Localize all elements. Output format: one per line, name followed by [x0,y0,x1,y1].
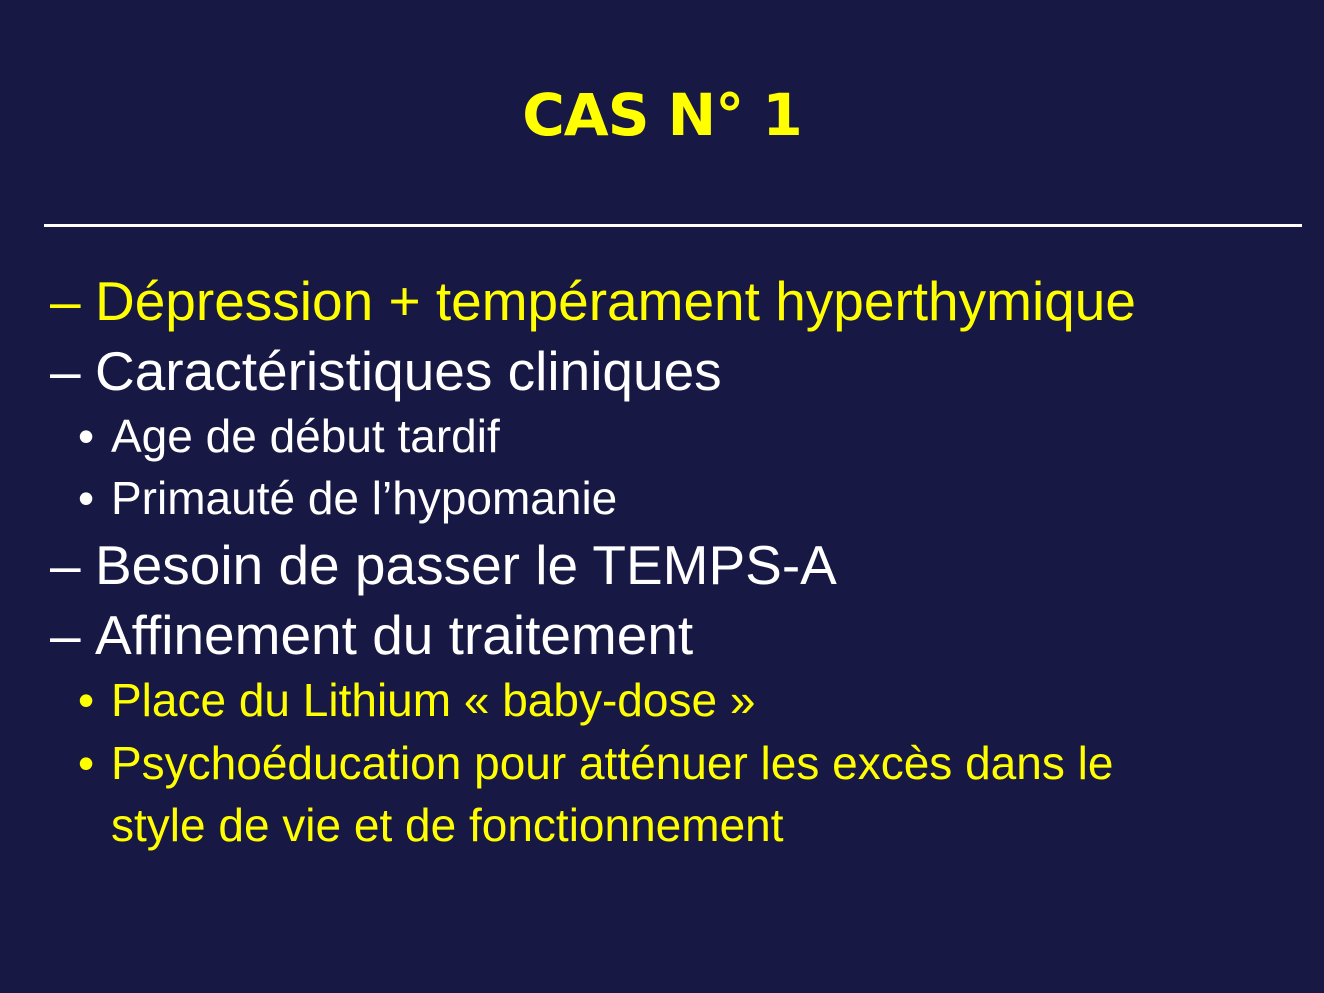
sub-list-item-text: Place du Lithium « baby-dose » [111,674,756,726]
dash-marker: – [50,270,81,332]
title-divider [44,224,1302,227]
list-item-text: Besoin de passer le TEMPS-A [95,534,837,596]
dash-marker: – [50,534,81,596]
sub-list-item-text: Age de début tardif [111,410,500,462]
slide-title: CAS N° 1 [522,81,802,149]
sub-list-item-text: style de vie et de fonctionnement [111,799,784,851]
bullet-marker: • [78,410,95,462]
sub-list-item-text: Primauté de l’hypomanie [111,472,618,524]
list-item-text: Affinement du traitement [95,604,694,666]
list-item-text: Dépression + tempérament hyperthymique [95,270,1136,332]
dash-marker: – [50,604,81,666]
bullet-marker: • [78,472,95,524]
sub-list-item-text: Psychoéducation pour atténuer les excès dans le [111,737,1114,789]
bullet-marker: • [78,674,95,726]
dash-marker: – [50,340,81,402]
bullet-marker: • [78,737,95,789]
list-item-text: Caractéristiques cliniques [95,340,722,402]
